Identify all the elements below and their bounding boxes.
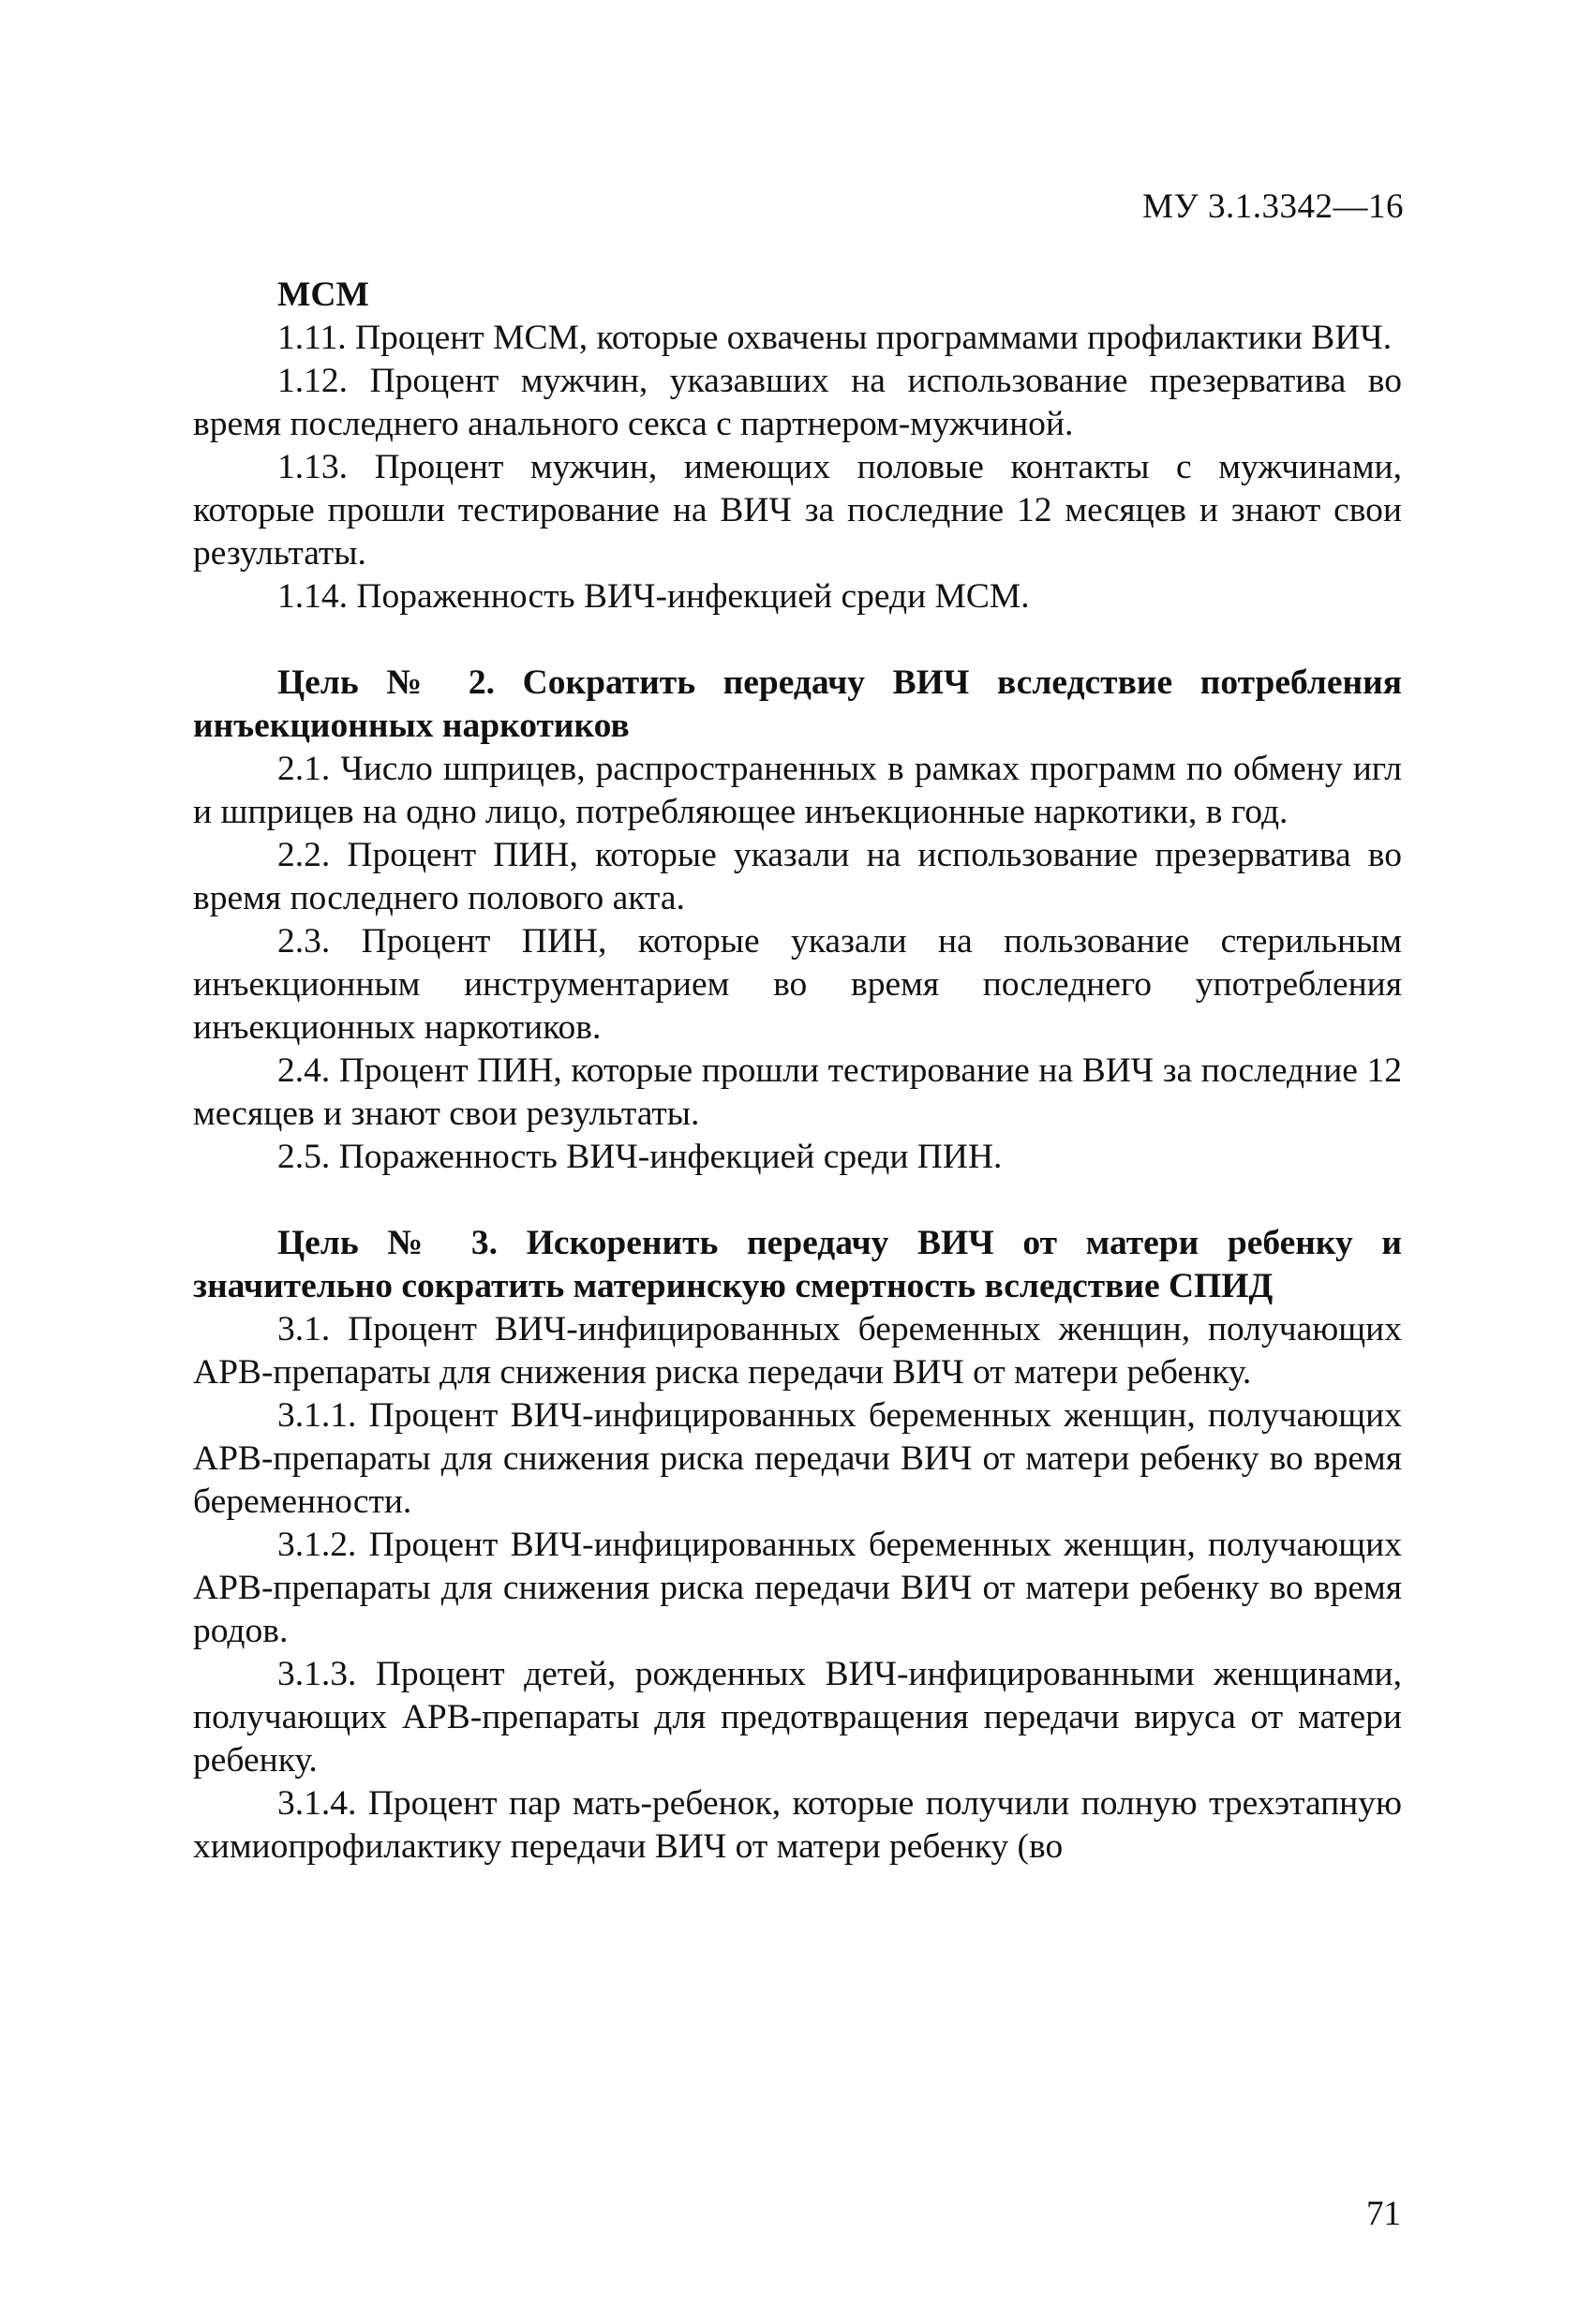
list-item: 2.2. Процент ПИН, которые указали на использование презерватива во время последнего полового акта. [193, 836, 1402, 917]
section-title: Цель № 2. Сократить передачу ВИЧ вследствие потребления инъекционных наркотиков [193, 663, 1402, 745]
section-title: Цель № 3. Искоренить передачу ВИЧ от матери ребенку и значительно сократить материнскую смертность вследствие СПИД [193, 1224, 1402, 1305]
section-msm [193, 274, 1402, 618]
section-goal-3 [193, 1222, 1402, 1869]
list-item: 3.1.1. Процент ВИЧ-инфицированных беременных женщин, получающих АРВ-препараты для снижения риска передачи ВИЧ от матери ребенку во время беременности. [193, 1396, 1402, 1521]
section-title: МСМ [277, 276, 369, 314]
list-item: 3.1.2. Процент ВИЧ-инфицированных беременных женщин, получающих АРВ-препараты для снижения риска передачи ВИЧ от матери ребенку во время родов. [193, 1526, 1402, 1650]
list-item: 1.12. Процент мужчин, указавших на использование презерватива во время последнего анального секса с партнером-мужчиной. [193, 362, 1402, 443]
document-code: МУ 3.1.3342—16 [1142, 187, 1404, 226]
list-item: 2.4. Процент ПИН, которые прошли тестирование на ВИЧ за последние 12 месяцев и знают свои результаты. [193, 1051, 1402, 1133]
list-item: 1.14. Пораженность ВИЧ-инфекцией среди МСМ. [277, 577, 1030, 616]
page-number: 71 [1366, 2195, 1401, 2233]
list-item: 3.1.3. Процент детей, рожденных ВИЧ-инфицированными женщинами, получающих АРВ-препараты для предотвращения передачи вируса от матери ребенку. [193, 1655, 1402, 1780]
list-item: 3.1. Процент ВИЧ-инфицированных беременных женщин, получающих АРВ-препараты для снижения риска передачи ВИЧ от матери ребенку. [193, 1310, 1402, 1392]
section-goal-2 [193, 662, 1402, 1179]
list-item: 2.1. Число шприцев, распространенных в рамках программ по обмену игл и шприцев на одно лицо, потребляющее инъекционные наркотики, в год. [193, 750, 1402, 831]
list-item: 2.3. Процент ПИН, которые указали на пользование стерильным инъекционным инструментарием во время последнего употребления инъекционных наркотиков. [193, 922, 1402, 1047]
list-item: 2.5. Пораженность ВИЧ-инфекцией среди ПИН. [277, 1138, 1003, 1176]
list-item: 1.13. Процент мужчин, имеющих половые контакты с мужчинами, которые прошли тестирование на ВИЧ за последние 12 месяцев и знают свои результаты. [193, 448, 1402, 573]
list-item: 1.11. Процент МСМ, которые охвачены программами профилактики ВИЧ. [277, 319, 1393, 357]
list-item: 3.1.4. Процент пар мать-ребенок, которые получили полную трехэтапную химиопрофилактику передачи ВИЧ от матери ребенку (во [193, 1784, 1402, 1866]
document-body [193, 274, 1402, 1869]
